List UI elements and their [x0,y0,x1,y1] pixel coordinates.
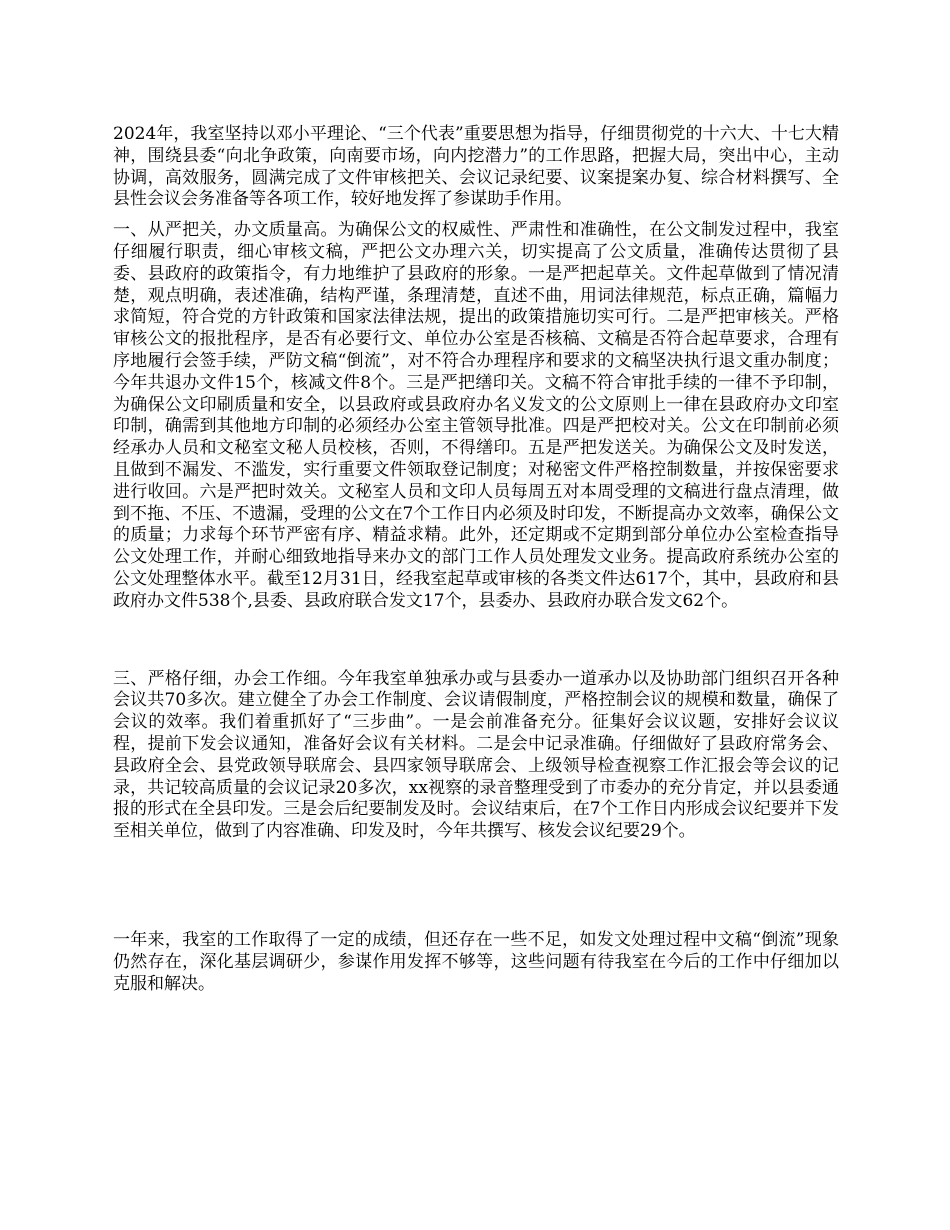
paragraph-conclusion: 一年来，我室的工作取得了一定的成绩，但还存在一些不足，如发文处理过程中文稿“倒流”现象仍然存在，深化基层调研少，参谋作用发挥不够等，这些问题有待我室在今后的工作中仔细加以克服和解决。 [113,929,839,994]
document-body [113,124,839,995]
paragraph-intro: 2024年，我室坚持以邓小平理论、“三个代表”重要思想为指导，仔细贯彻党的十六大、十七大精神，围绕县委“向北争政策，向南要市场，向内挖潜力”的工作思路，把握大局，突出中心，主动协调，高效服务，圆满完成了文件审核把关、会议记录纪要、议案提案办复、综合材料撰写、全县性会议会务准备等各项工作，较好地发挥了参谋助手作用。 [113,124,839,210]
paragraph-section-three: 三、严格仔细，办会工作细。今年我室单独承办或与县委办一道承办以及协助部门组织召开各种会议共70多次。建立健全了办会工作制度、会议请假制度，严格控制会议的规模和数量，确保了会议的效率。我们着重抓好了“三步曲”。一是会前准备充分。征集好会议议题，安排好会议议程，提前下发会议通知，准备好会议有关材料。二是会中记录准确。仔细做好了县政府常务会、县政府全会、县党政领导联席会、县四家领导联席会、上级领导检查视察工作汇报会等会议的记录，共记较高质量的会议记录20多次，xx视察的录音整理受到了市委办的充分肯定，并以县委通报的形式在全县印发。三是会后纪要制发及时。会议结束后，在7个工作日内形成会议纪要并下发至相关单位，做到了内容准确、印发及时，今年共撰写、核发会议纪要29个。 [113,668,839,842]
paragraph-section-one: 一、从严把关，办文质量高。为确保公文的权威性、严肃性和准确性，在公文制发过程中，我室仔细履行职责，细心审核文稿，严把公文办理六关，切实提高了公文质量，准确传达贯彻了县委、县政府的政策指令，有力地维护了县政府的形象。一是严把起草关。文件起草做到了情况清楚，观点明确，表述准确，结构严谨，条理清楚，直述不曲，用词法律规范，标点正确，篇幅力求简短，符合党的方针政策和国家法律法规，提出的政策措施切实可行。二是严把审核关。严格审核公文的报批程序，是否有必要行文、单位办公室是否核稿、文稿是否符合起草要求，合理有序地履行会签手续，严防文稿“倒流”，对不符合办理程序和要求的文稿坚决执行退文重办制度；今年共退办文件15个，核减文件8个。三是严把缮印关。文稿不符合审批手续的一律不予印制，为确保公文印刷质量和安全，以县政府或县政府办名义发文的公文原则上一律在县政府办文印室印制，确需到其他地方印制的必须经办公室主管领导批准。四是严把校对关。公文在印制前必须经承办人员和文秘室文秘人员校核，否则，不得缮印。五是严把发送关。为确保公文及时发送，且做到不漏发、不滥发，实行重要文件领取登记制度；对秘密文件严格控制数量，并按保密要求进行收回。六是严把时效关。文秘室人员和文印人员每周五对本周受理的文稿进行盘点清理，做到不拖、不压、不遗漏，受理的公文在7个工作日内必须及时印发，不断提高办文效率，确保公文的质量；力求每个环节严密有序、精益求精。此外，还定期或不定期到部分单位办公室检查指导公文处理工作，并耐心细致地指导来办文的部门工作人员处理发文业务。提高政府系统办公室的公文处理整体水平。截至12月31日，经我室起草或审核的各类文件达617个，其中，县政府和县政府办文件538个,县委、县政府联合发文17个，县委办、县政府办联合发文62个。 [113,220,839,611]
